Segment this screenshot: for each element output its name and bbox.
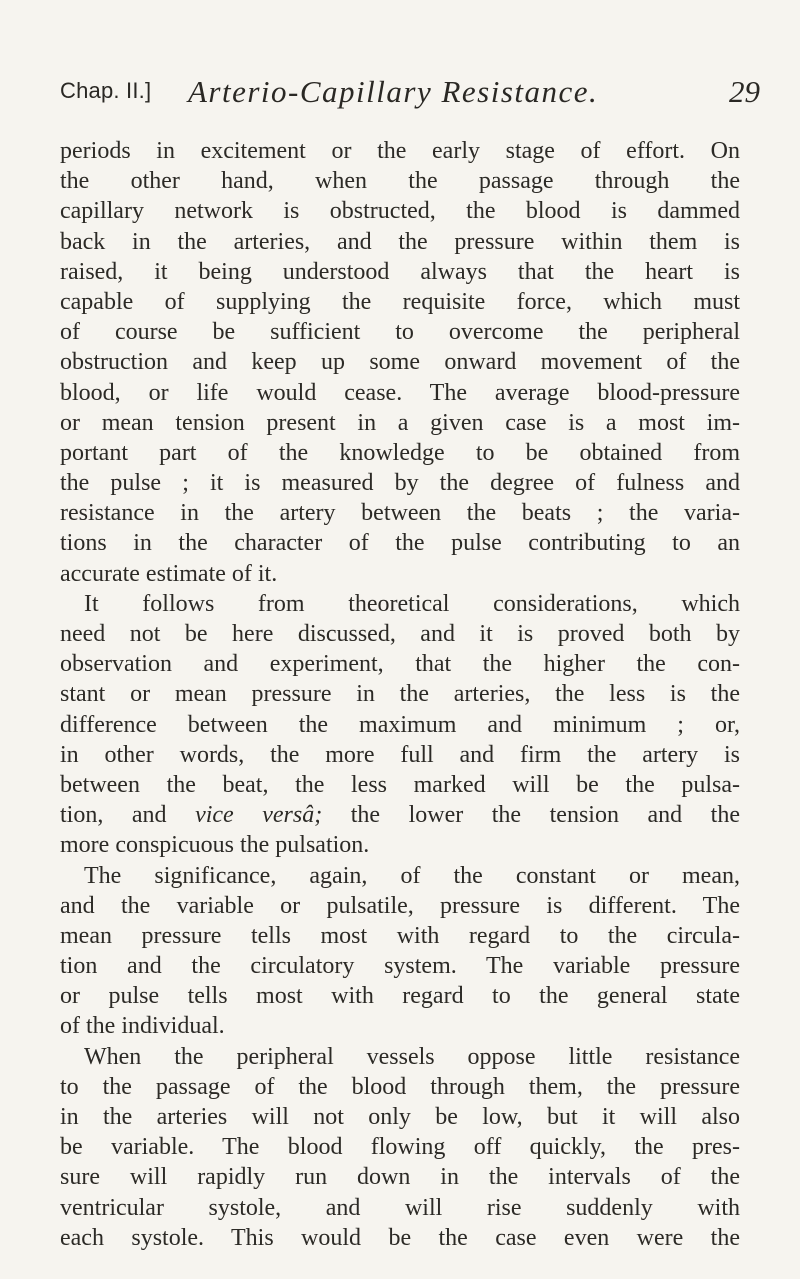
text-line: in other words, the more full and firm the artery is [60, 741, 740, 768]
text-line: capable of supplying the requisite force, which must [60, 288, 740, 315]
text-line: mean pressure tells most with regard to the circula- [60, 922, 740, 949]
text-segment: tion, and [60, 802, 196, 829]
running-title: Arterio-Capillary Resistance. [188, 74, 599, 109]
text-line: It follows from theoretical considerations, which [84, 590, 740, 617]
text-line: sure will rapidly run down in the intervals of the [60, 1164, 740, 1191]
text-line: be variable. The blood flowing off quickly, the pres- [60, 1134, 740, 1161]
text-line: raised, it being understood always that the heart is [60, 258, 740, 285]
text-line [60, 800, 740, 830]
text-line: in the arteries will not only be low, but it will also [60, 1104, 740, 1130]
text-line: or pulse tells most with regard to the general state [60, 983, 740, 1010]
text-line: difference between the maximum and minimum ; or, [60, 711, 740, 738]
text-line: observation and experiment, that the higher the con- [60, 651, 740, 678]
page-number: 29 [729, 74, 760, 109]
italic-phrase: vice versâ; [195, 802, 323, 829]
text-line: portant part of the knowledge to be obtained from [60, 439, 740, 466]
text-line: the pulse ; it is measured by the degree of fulness and [60, 470, 740, 497]
text-line: stant or mean pressure in the arteries, the less is the [60, 681, 740, 708]
text-line: of course be sufficient to overcome the peripheral [60, 319, 740, 346]
running-head [60, 74, 760, 114]
text-line: obstruction and keep up some onward movement of the [60, 349, 740, 376]
text-line: between the beat, the less marked will be the pulsa- [60, 771, 740, 798]
text-line: to the passage of the blood through them, the pressure [60, 1073, 740, 1100]
text-line: and the variable or pulsatile, pressure is different. The [60, 892, 740, 919]
body-text [60, 136, 740, 1253]
text-line: of the individual. [60, 1013, 225, 1040]
text-line: more conspicuous the pulsation. [60, 832, 370, 859]
text-line: or mean tension present in a given case is a most im- [60, 409, 740, 436]
text-line: blood, or life would cease. The average blood-pressure [60, 379, 740, 406]
text-segment: the lower the tension and the [322, 802, 740, 829]
text-line: The significance, again, of the constant or mean, [84, 862, 740, 889]
text-line: capillary network is obstructed, the blood is dammed [60, 198, 740, 225]
text-line: back in the arteries, and the pressure within them is [60, 228, 740, 255]
text-line: accurate estimate of it. [60, 560, 278, 587]
text-line: tions in the character of the pulse contributing to an [60, 530, 740, 557]
text-line: the other hand, when the passage through the [60, 168, 740, 195]
text-line: need not be here discussed, and it is proved both by [60, 621, 740, 647]
text-line: periods in excitement or the early stage of effort. On [60, 138, 740, 164]
text-line: tion and the circulatory system. The variable pressure [60, 953, 740, 980]
text-line: ventricular systole, and will rise suddenly with [60, 1194, 740, 1221]
text-line: When the peripheral vessels oppose little resistance [84, 1043, 740, 1070]
text-line: each systole. This would be the case even were the [60, 1224, 740, 1251]
text-line: resistance in the artery between the beats ; the varia- [60, 500, 740, 527]
chapter-label: Chap. II.] [60, 78, 152, 103]
